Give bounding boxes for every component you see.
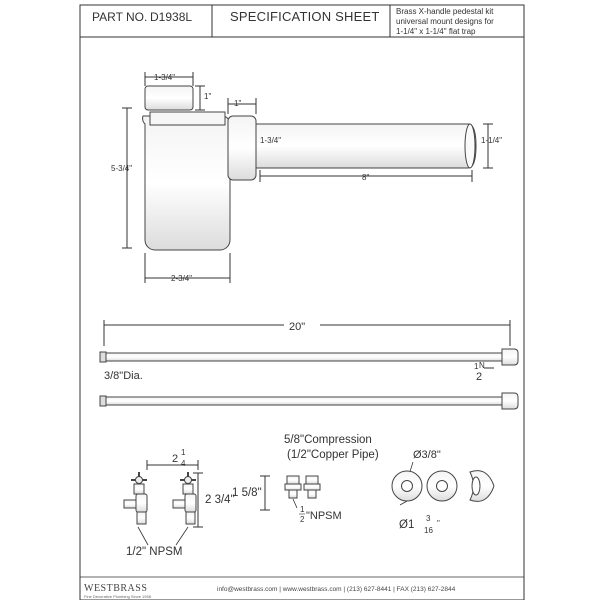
valve-spacing-num: 1 — [181, 448, 186, 457]
flange-outer-num: 3 — [426, 514, 431, 523]
angle-valves-drawing — [124, 448, 235, 558]
valve-spacing-den: 4 — [181, 459, 186, 468]
brand-tagline: Fine Decorative Plumbing Since 1958 — [84, 594, 151, 599]
dim-nut-width: 1" — [234, 99, 242, 108]
brand-logo: WESTBRASS — [84, 583, 148, 594]
description-line-1: Brass X-handle pedestal kit — [396, 7, 494, 16]
tip-whole: 1 — [474, 362, 479, 371]
contact-info: info@westbrass.com | www.westbrass.com | (213) 627-8441 | FAX (213) 627-2844 — [217, 586, 456, 593]
compression-nut-right — [304, 476, 320, 498]
flange-inner-dia: Ø3/8" — [413, 449, 441, 461]
description-line-3: 1-1/4" x 1-1/4" flat trap — [396, 27, 476, 36]
dim-top-height: 1" — [204, 92, 212, 101]
part-no-label: PART NO. — [92, 10, 148, 24]
dim-top-width: 1-3/4" — [154, 73, 176, 82]
dim-outlet-dia: 1-3/4" — [260, 136, 282, 145]
flanges-drawing — [392, 449, 494, 535]
supply-diameter: 3/8"Dia. — [104, 370, 143, 382]
flange-outer-unit: " — [437, 519, 440, 528]
flange-outer-den: 16 — [424, 526, 433, 535]
dim-pipe-dia: 1-1/4" — [481, 136, 503, 145]
bottle-trap-drawing — [111, 72, 502, 283]
description-line-2: universal mount designs for — [396, 17, 494, 26]
valve-left — [124, 472, 147, 524]
npsm-den: 2 — [300, 515, 305, 524]
supply-length: 20" — [289, 321, 306, 333]
dim-bottom-width: 2-3/4" — [171, 274, 193, 283]
dim-total-height: 5-3/4" — [111, 164, 133, 173]
supply-lines-drawing — [100, 317, 518, 409]
header — [80, 5, 524, 37]
npsm-text: "NPSM — [306, 510, 342, 522]
npsm-num: 1 — [300, 505, 305, 514]
compression-nut-left — [285, 476, 301, 498]
tip-den: 2 — [476, 371, 483, 383]
valve-thread: 1/2" NPSM — [126, 546, 183, 558]
tip-num: N — [479, 361, 485, 370]
valve-spacing-whole: 2 — [172, 453, 179, 465]
footer — [80, 577, 524, 599]
page-title: SPECIFICATION SHEET — [230, 9, 380, 24]
compression-line-2: (1/2"Copper Pipe) — [287, 449, 379, 461]
valve-right — [173, 472, 196, 524]
compression-line-1: 5/8"Compression — [284, 434, 372, 446]
compression-height: 1 5/8" — [232, 487, 262, 499]
part-no: D1938L — [150, 10, 193, 24]
dim-pipe-length: 8" — [362, 173, 370, 182]
valve-height: 2 3/4" — [205, 494, 235, 506]
compression-fittings-drawing — [232, 434, 379, 524]
flange-outer-whole: Ø1 — [399, 519, 415, 531]
